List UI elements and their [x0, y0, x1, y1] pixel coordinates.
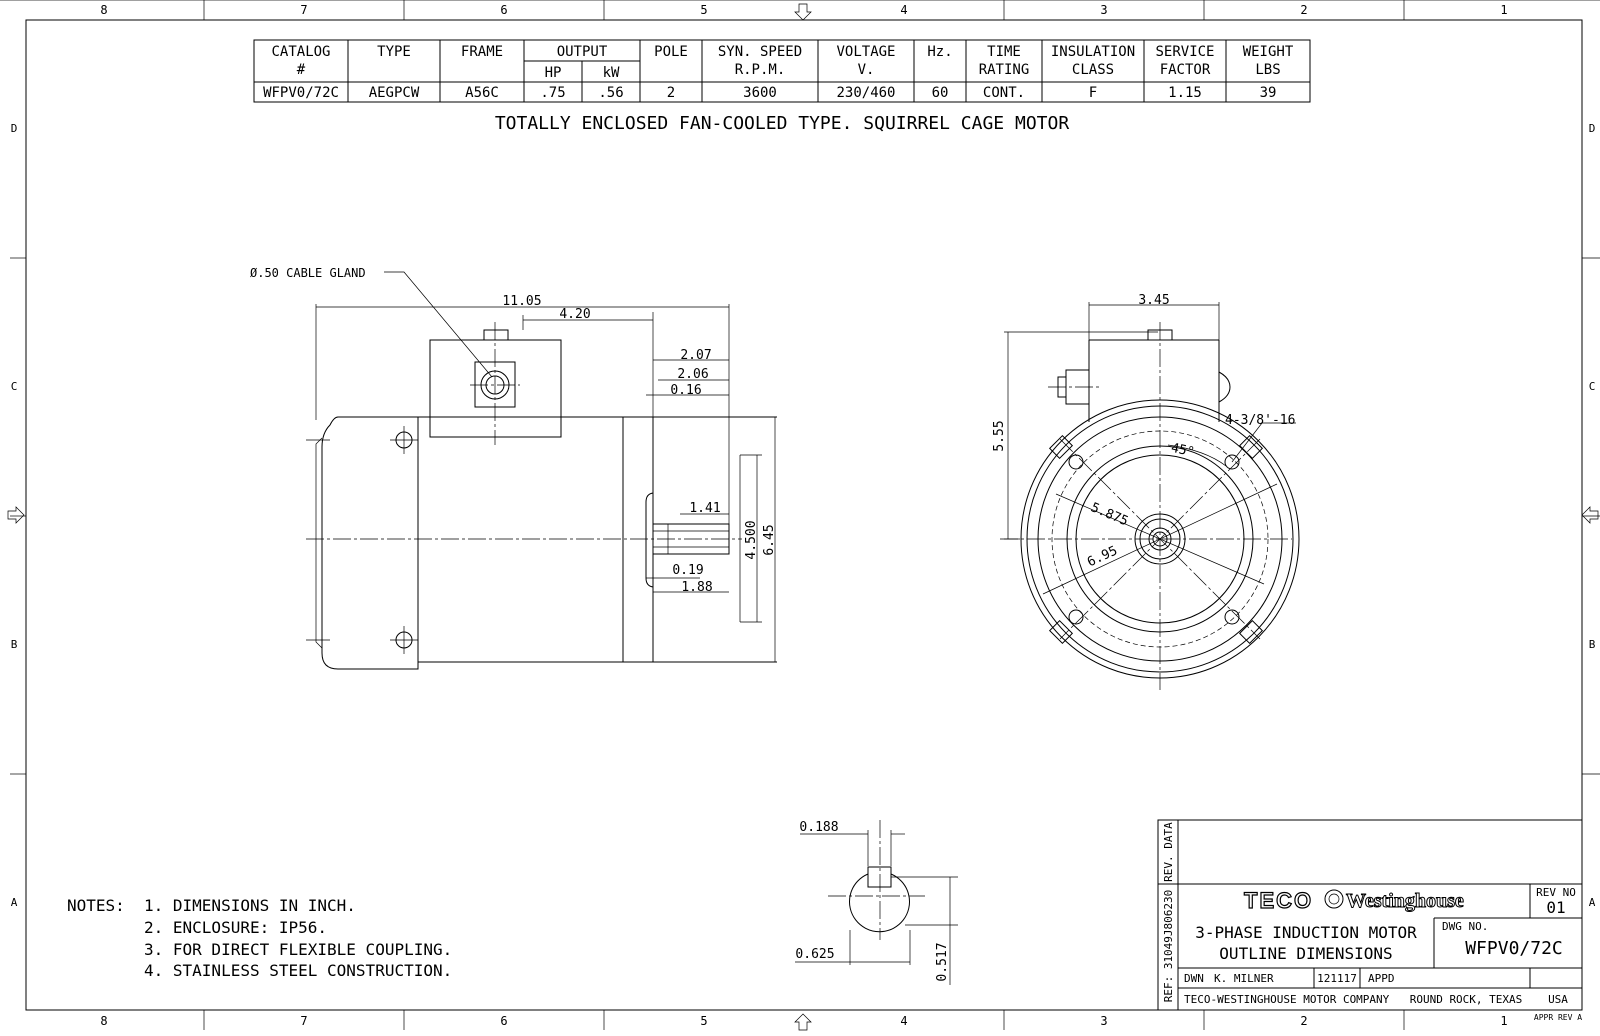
zone-top-6: 6 — [500, 3, 508, 17]
zone-top-4: 4 — [900, 3, 908, 17]
header-factor: FACTOR — [1159, 62, 1211, 78]
row-right-d: D — [1588, 122, 1596, 135]
header-voltage: VOLTAGE — [836, 44, 896, 60]
drawing-title-line-1: 3-PHASE INDUCTION MOTOR — [1195, 923, 1417, 942]
zone-top-7: 7 — [300, 3, 308, 17]
dim-0-19: 0.19 — [672, 563, 704, 578]
zone-bottom-6: 6 — [500, 1014, 508, 1028]
dim-0-16: 0.16 — [670, 383, 702, 398]
header-class: CLASS — [1071, 62, 1115, 78]
dim-shaft-diameter: 0.625 — [795, 947, 835, 962]
header-type: TYPE — [377, 44, 411, 60]
note-4: 4. STAINLESS STEEL CONSTRUCTION. — [144, 961, 453, 980]
header-hp: HP — [544, 65, 562, 81]
appr-rev-label: APPR REV A — [1533, 1013, 1583, 1022]
zone-bottom-7: 7 — [300, 1014, 308, 1028]
header-catalog-hash: # — [296, 62, 306, 78]
value-speed: 3600 — [743, 85, 777, 101]
teco-westinghouse-logo — [1244, 888, 1464, 913]
dwg-no-value: WFPV0/72C — [1465, 938, 1563, 959]
header-frame: FRAME — [460, 44, 504, 60]
dwn-label: DWN — [1184, 972, 1204, 985]
value-pole: 2 — [666, 85, 676, 101]
value-hp: .75 — [540, 85, 566, 101]
rev-data-label: REV. DATA — [1162, 822, 1175, 882]
dim-box-height: 5.55 — [992, 420, 1007, 452]
value-frame: A56C — [465, 85, 499, 101]
title-block — [1158, 820, 1582, 1022]
drawing-date: 121117 — [1317, 972, 1357, 985]
bolt-angle: 45° — [1169, 440, 1196, 461]
side-view — [250, 266, 777, 669]
notes — [67, 896, 452, 980]
zone-top-8: 8 — [100, 3, 108, 17]
center-mark-left-icon — [8, 507, 24, 523]
dwn-name: K. MILNER — [1214, 972, 1274, 985]
center-mark-right-icon — [1582, 507, 1598, 523]
value-insulation: F — [1088, 85, 1098, 101]
dim-overall-length: 11.05 — [502, 294, 542, 309]
spec-table — [254, 40, 1310, 102]
company-country: USA — [1548, 993, 1568, 1006]
dim-1-88: 1.88 — [681, 580, 713, 595]
header-catalog: CATALOG — [271, 44, 331, 60]
value-hz: 60 — [931, 85, 949, 101]
shaft-key-detail — [795, 820, 958, 985]
value-catalog: WFPV0/72C — [263, 85, 339, 101]
dim-box-offset: 4.20 — [559, 307, 591, 322]
header-rating: RATING — [978, 62, 1030, 78]
zone-top-5: 5 — [700, 3, 708, 17]
logo-westinghouse-text: Westinghouse — [1346, 890, 1464, 912]
zone-top-1: 1 — [1500, 3, 1508, 17]
end-view — [992, 293, 1299, 690]
appd-label: APPD — [1368, 972, 1395, 985]
header-hz: Hz. — [927, 44, 953, 60]
note-2: 2. ENCLOSURE: IP56. — [144, 918, 328, 937]
dim-1-41: 1.41 — [689, 501, 721, 516]
dim-key-width: 0.188 — [799, 820, 839, 835]
row-right-c: C — [1588, 380, 1596, 393]
center-mark-bottom-icon — [795, 1014, 811, 1030]
header-time: TIME — [987, 44, 1021, 60]
header-kw: kW — [602, 65, 620, 81]
header-speed: SYN. SPEED — [717, 44, 803, 60]
cable-gland-label: Ø.50 CABLE GLAND — [250, 266, 366, 280]
header-pole: POLE — [654, 44, 688, 60]
row-left-c: C — [10, 380, 18, 393]
note-1: 1. DIMENSIONS IN INCH. — [144, 896, 356, 915]
dim-2-06: 2.06 — [677, 367, 709, 382]
rev-no-label: REV NO — [1536, 886, 1576, 899]
bolt-callout: 4-3/8'-16 — [1225, 413, 1296, 428]
zone-bottom-1: 1 — [1500, 1014, 1508, 1028]
value-voltage: 230/460 — [836, 85, 896, 101]
dwg-no-label: DWG NO. — [1442, 920, 1489, 933]
row-left-d: D — [10, 122, 18, 135]
header-v: V. — [857, 62, 875, 78]
dim-2-07: 2.07 — [680, 348, 712, 363]
header-weight: WEIGHT — [1242, 44, 1294, 60]
header-rpm: R.P.M. — [734, 62, 786, 78]
row-left-b: B — [10, 638, 18, 651]
zone-labels — [11, 3, 1596, 1028]
company-name: TECO-WESTINGHOUSE MOTOR COMPANY — [1184, 993, 1390, 1006]
dim-pilot-diameter: 4.500 — [744, 520, 759, 560]
zone-bottom-3: 3 — [1100, 1014, 1108, 1028]
dim-frame-height: 6.45 — [762, 524, 777, 556]
dim-bolt-circle: 5.875 — [1088, 500, 1131, 530]
zone-top-3: 3 — [1100, 3, 1108, 17]
rev-no-value: 01 — [1546, 898, 1566, 917]
company-location: ROUND ROCK, TEXAS — [1409, 993, 1523, 1006]
dim-box-width: 3.45 — [1138, 293, 1170, 308]
note-3: 3. FOR DIRECT FLEXIBLE COUPLING. — [144, 940, 453, 959]
ref-number: REF: 31049J806230 — [1162, 889, 1175, 1003]
row-right-b: B — [1588, 638, 1596, 651]
dim-key-depth: 0.517 — [935, 942, 950, 982]
zone-bottom-5: 5 — [700, 1014, 708, 1028]
dim-flange-diameter: 6.95 — [1085, 543, 1120, 571]
motor-description: TOTALLY ENCLOSED FAN-COOLED TYPE. SQUIRREL CAGE MOTOR — [494, 113, 1070, 134]
header-lbs: LBS — [1255, 62, 1281, 78]
header-service: SERVICE — [1155, 44, 1215, 60]
zone-bottom-8: 8 — [100, 1014, 108, 1028]
value-service: 1.15 — [1168, 85, 1202, 101]
value-kw: .56 — [598, 85, 624, 101]
center-mark-top-icon — [795, 4, 811, 20]
zone-bottom-2: 2 — [1300, 1014, 1308, 1028]
header-output: OUTPUT — [556, 44, 608, 60]
value-type: AEGPCW — [368, 85, 420, 101]
zone-bottom-4: 4 — [900, 1014, 908, 1028]
row-right-a: A — [1588, 896, 1596, 909]
header-insulation: INSULATION — [1050, 44, 1136, 60]
value-time: CONT. — [982, 85, 1026, 101]
notes-label: NOTES: — [67, 896, 125, 915]
row-left-a: A — [10, 896, 18, 909]
drawing-title-line-2: OUTLINE DIMENSIONS — [1219, 944, 1393, 963]
value-weight: 39 — [1259, 85, 1277, 101]
logo-teco-text: TECO — [1244, 888, 1314, 913]
zone-top-2: 2 — [1300, 3, 1308, 17]
